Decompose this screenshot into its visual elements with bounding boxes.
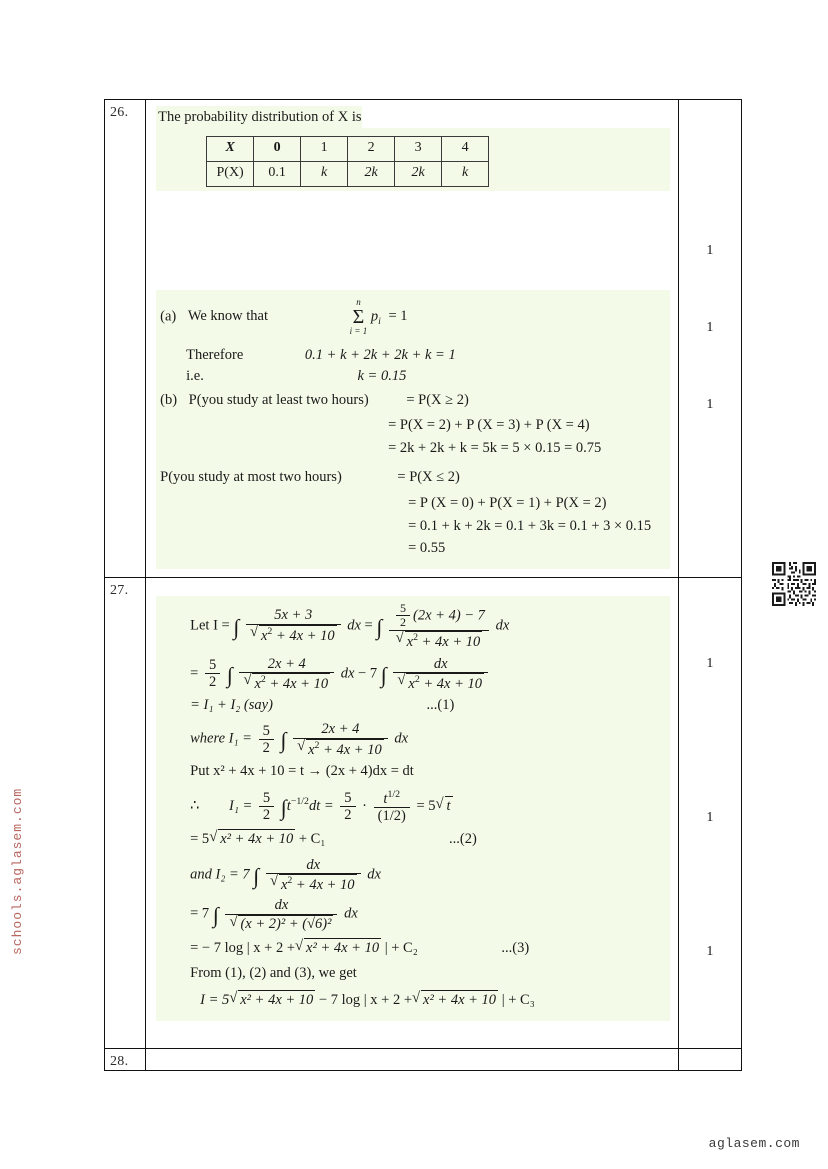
radical-4: √ $x^2 + 4x + 10$ [393,673,488,692]
solution-line-c [160,468,664,488]
fraction-4: dx √ $x^2 + 4x + 10$ [393,656,488,692]
fraction-1: 5x + 3 √ $x^2 + 4x + 10$ [246,607,341,643]
cell-x-4: 4 [442,136,489,161]
dx-3: dx [340,665,355,682]
marks-column-26 [679,100,741,520]
probability-distribution-table [206,136,489,187]
fraction-2 [389,602,489,650]
ref-3: ...(3) [501,939,530,956]
integral-line-4: where I₁ = $\frac{5}{2}$ ∫ 2x + 4 √ $x^2 + 4x + 10$ dx [190,721,664,757]
dx-1: dx [347,616,361,633]
question-number-cell [105,577,146,1048]
cell-x-1: 1 [301,136,348,161]
solution-block-27 [156,596,670,1021]
label-therefore: Therefore [186,346,244,363]
label-ie: i.e. [186,368,204,385]
integral-line-1: Let I = ∫ 5x + 3 √ $x^2 + 4x + 10$ dx = ∫ $\frac{5}{2}$ (2x + 4) − 7 √ $x^2 + 4x + 10$ dx [190,602,664,650]
text-at-most-two-hours: P(you study at most two hours) [160,469,342,486]
radical-10: x² + 4x + 10 [304,938,381,959]
cell-x-0: 0 [254,136,301,161]
final-a: I = 5 [200,992,230,1009]
cell-x-label: X [207,136,254,161]
mark-value: 1 [706,943,714,959]
radical-5: √ $x^2 + 4x + 10$ [293,739,388,758]
dx-9: dx [344,906,358,922]
table-row [105,100,742,578]
b-rhs-3: = 2k + 2k + k = 5k = 5 × 0.15 = 0.75 [388,439,602,456]
cell-x-2: 2 [348,136,395,161]
radical-final-2: x² + 4x + 10 [421,990,498,1011]
ref-1: ...(1) [426,696,455,713]
table-row [105,1048,742,1070]
summation-expression [350,298,408,336]
sqrt-t: t [445,796,453,817]
solution-body-empty [146,1049,678,1063]
fraction-8: dx √ $x^2 + 4x + 10$ [266,857,361,893]
c-rhs-2: = P (X = 0) + P(X = 1) + P(X = 2) [408,494,607,511]
question-number: 27. [110,582,129,598]
mark-value: 1 [706,397,714,412]
dx-8: dx [367,866,381,883]
numerator-2: $\frac{5}{2}$ (2x + 4) − 7 [389,602,489,631]
equals-1: = [364,616,373,633]
radical-9: √ (x + 2)² + (√6)² [225,915,337,932]
therefore-equation: 0.1 + k + 2k + 2k + k = 1 [304,346,456,363]
solution-block-26 [156,290,670,569]
log-expression: = − 7 log | x + 2 + [190,939,296,956]
radical-3: √ $x^2 + 4x + 10$ [239,673,334,692]
integral-line-2: = $\frac{5}{2}$ ∫ 2x + 4 √ $x^2 + 4x + 10$ dx − 7 ∫ dx √ $x^2 + 4x + 10$ [190,656,664,692]
t-power: −1/2 [290,796,309,808]
answer-table [104,99,742,1071]
marks-column-27 [679,578,741,1048]
constant-c1: + C₁ [298,830,326,847]
b-rhs-1: = P(X ≥ 2) [406,391,469,408]
c-rhs-4: = 0.55 [408,540,446,557]
text-we-know-that: We know that [187,307,269,324]
fraction-3: 2x + 4 √ $x^2 + 4x + 10$ [239,656,334,692]
cell-p-label: P(X) [207,161,254,186]
b-rhs-2: = P(X = 2) + P (X = 3) + P (X = 4) [388,417,590,434]
inner-fraction: $\frac{5}{2}$ [396,602,410,630]
label-a: (a) [160,307,177,324]
constant-c2: | + C₂ [384,939,418,956]
equals-seven: = 7 [190,906,210,922]
integral-line-6: ∴ I₁ = $\frac{5}{2}$ $\int t^{-1/2}dt$ = $\frac{5}{2}$ · $\frac{t^{1/2}}{(1/2)}$ = 5 √ t [190,789,664,824]
fraction-5: 2x + 4 √ $x^2 + 4x + 10$ [293,721,388,757]
solution-body [146,100,678,577]
therefore-symbol: ∴ [190,798,200,815]
ie-equation: k = 0.15 [357,368,407,385]
side-watermark: schools.aglasem.com [10,787,25,955]
integral-line-7 [190,829,664,850]
dx-2: dx [495,616,510,633]
cell-p-4: k [442,161,489,186]
question-number-cell [105,1048,146,1070]
table-row [105,577,742,1048]
table-row-p [207,161,489,186]
coef-fraction-4: $\frac{5}{2}$ [259,723,274,756]
radical-8: √ $x^2 + 4x + 10$ [266,874,361,893]
t-var: t [286,798,291,815]
solution-line-a [160,298,664,336]
final-c: | + C₃ [501,992,535,1009]
final-answer-line [200,990,664,1011]
mark-value: 1 [706,655,714,671]
radical-final-1: x² + 4x + 10 [238,990,315,1011]
question-number-cell [105,100,146,578]
and-i2: and I₂ = 7 [190,866,250,883]
cell-p-0: 0.1 [254,161,301,186]
sigma-icon: n Σ i = 1 [349,296,368,336]
sum-term-sub: i [378,315,381,327]
i1-plus-i2: = I₁ + I₂ (say) [190,696,273,713]
ref-2: ...(2) [449,830,477,847]
qr-code-icon [770,560,818,608]
radical-7: x² + 4x + 10 [218,829,295,850]
mark-value: 1 [706,320,714,335]
final-b: − 7 log | x + 2 + [318,992,413,1009]
marks-cell [678,1048,741,1070]
t-fraction: $\frac{t^{1/2}}{(1/2)}$ [374,789,410,824]
text-at-least-two-hours: P(you study at least two hours) [188,391,369,408]
solution-line-ie [186,367,664,387]
question-number: 28. [110,1053,129,1069]
mark-value: 1 [706,243,714,258]
i1-result: = 5 [416,798,436,815]
table-row-x [207,136,489,161]
sum-term: p [370,307,379,324]
question-solution-cell [146,1048,679,1070]
solution-line-therefore [186,346,664,366]
marks-cell [678,577,741,1048]
let-i-label: Let I = [190,616,230,633]
probability-distribution-table-wrap [156,128,670,191]
minus-seven: − 7 [358,665,378,682]
fraction-9: dx √ (x + 2)² + (√6)² [225,897,337,931]
solution-body [146,578,678,1029]
cell-p-1: k [301,161,348,186]
dot-operator: · [362,798,368,815]
coef-fraction-2: $\frac{5}{2}$ [205,657,220,690]
question-solution-cell [146,577,679,1048]
question-number: 26. [110,105,129,120]
integral-line-9: = 7 ∫ dx √ (x + 2)² + (√6)² dx [190,897,664,931]
sum-rhs: = 1 [388,307,408,324]
dx-4: dx [394,730,409,747]
cell-x-3: 3 [395,136,442,161]
marks-column-28 [679,1049,741,1069]
where-i1: where I₁ = [190,730,252,747]
question-prompt: The probability distribution of X is [156,106,361,128]
integral-line-10 [190,938,664,959]
marks-cell [678,100,741,578]
cell-p-3: 2k [395,161,442,186]
bottom-watermark: aglasem.com [708,1136,800,1151]
integral-line-8: and I₂ = 7 ∫ dx √ $x^2 + 4x + 10$ dx [190,857,664,893]
cell-p-2: 2k [348,161,395,186]
c-rhs-1: = P(X ≤ 2) [397,469,460,486]
coef-fraction-6: $\frac{5}{2}$ [259,790,274,823]
five-sqrt: = 5 [190,830,210,847]
dt: dt = [308,798,334,815]
question-solution-cell [146,100,679,578]
radical-2: √ $x^2 + 4x + 10$ [389,631,489,650]
substitution-line: Put x² + 4x + 10 = t → (2x + 4)dx = dt [190,762,414,779]
coef-fraction-6b: $\frac{5}{2}$ [340,790,355,823]
integral-line-3 [190,696,664,716]
i1-equals: I₁ = [228,798,253,815]
mark-value: 1 [706,809,714,825]
from-1-2-3-line: From (1), (2) and (3), we get [190,965,357,982]
label-b: (b) [160,391,178,408]
c-rhs-3: = 0.1 + k + 2k = 0.1 + 3k = 0.1 + 3 × 0.15 [408,517,652,534]
solution-line-b [160,391,664,411]
radical-1: √ $x^2 + 4x + 10$ [246,625,341,644]
